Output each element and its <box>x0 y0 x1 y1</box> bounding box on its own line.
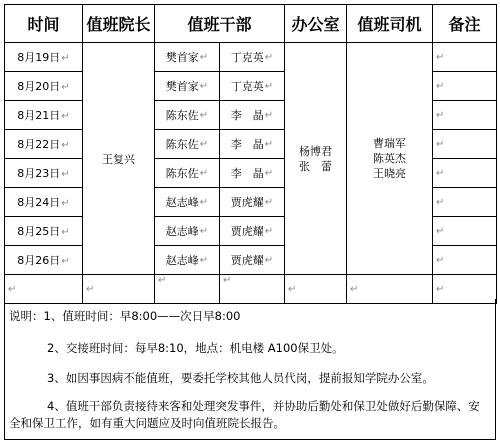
paragraph-mark-icon: ↵ <box>264 196 274 208</box>
cadre-name: 樊首家 <box>165 80 199 93</box>
cadre-cell <box>155 43 285 72</box>
paragraph-mark-icon: ↵ <box>61 82 70 93</box>
header-cadres: 值班干部 <box>155 5 285 43</box>
office-cell <box>285 43 347 275</box>
paragraph-mark-icon: ↵ <box>86 283 95 295</box>
cadre-cell <box>155 188 285 217</box>
remarks-cell <box>433 72 497 101</box>
header-president: 值班院长 <box>83 5 155 43</box>
president-cell <box>83 43 155 275</box>
paragraph-mark-icon: ↵ <box>61 227 70 238</box>
remarks-cell <box>433 159 497 188</box>
paragraph-mark-icon: ↵ <box>436 283 445 295</box>
notes-section <box>4 299 496 440</box>
date-cell <box>5 72 83 101</box>
header-time: 时间 <box>5 5 83 43</box>
paragraph-mark-icon: ↵ <box>436 225 445 237</box>
paragraph-mark-icon: ↵ <box>199 167 209 179</box>
paragraph-mark-icon: ↵ <box>199 196 209 208</box>
paragraph-mark-icon: ↵ <box>436 51 445 63</box>
cadre-name: 贾虎耀 <box>230 225 264 238</box>
cadre-name: 丁克英 <box>230 51 264 64</box>
paragraph-mark-icon: ↵ <box>288 283 297 295</box>
paragraph-mark-icon: ↵ <box>264 138 274 150</box>
paragraph-mark-icon: ↵ <box>350 283 359 295</box>
paragraph-mark-icon: ↵ <box>264 225 274 237</box>
date-text: 8月19日 <box>17 51 61 64</box>
cadre-cell <box>155 159 285 188</box>
remarks-cell <box>433 188 497 217</box>
date-cell <box>5 217 83 246</box>
president-name: 王复兴 <box>102 152 135 166</box>
remarks-cell <box>433 217 497 246</box>
date-text: 8月25日 <box>17 225 61 238</box>
cadre-name: 贾虎耀 <box>230 254 264 267</box>
header-row <box>5 5 497 43</box>
remarks-cell <box>433 43 497 72</box>
date-text: 8月23日 <box>17 167 61 180</box>
remarks-cell <box>433 130 497 159</box>
date-text: 8月21日 <box>17 109 61 122</box>
cadre-cell <box>155 72 285 101</box>
cadre-name: 李 晶 <box>230 138 264 151</box>
cadre-name: 贾虎耀 <box>230 196 264 209</box>
paragraph-mark-icon: ↵ <box>158 275 167 286</box>
date-cell <box>5 188 83 217</box>
driver-name: 王晓亮 <box>373 167 406 180</box>
cadre-name: 丁克英 <box>230 80 264 93</box>
cadre-name: 李 晶 <box>230 167 264 180</box>
paragraph-mark-icon: ↵ <box>436 167 445 179</box>
paragraph-mark-icon: ↵ <box>199 138 209 150</box>
paragraph-mark-icon: ↵ <box>199 51 209 63</box>
date-cell <box>5 130 83 159</box>
cadre-name: 樊首家 <box>165 51 199 64</box>
cadre-cell <box>155 246 285 275</box>
header-remarks: 备注 <box>433 5 497 43</box>
cadre-cell <box>155 217 285 246</box>
cadre-name: 陈东佐 <box>165 109 199 122</box>
date-text: 8月24日 <box>17 196 61 209</box>
note-3: 3、如因事因病不能值班，要委托学校其他人员代岗，提前报知学院办公室。 <box>47 371 434 385</box>
table-row <box>5 43 497 72</box>
cadre-name: 赵志峰 <box>165 225 199 238</box>
driver-cell <box>347 43 433 275</box>
paragraph-mark-icon: ↵ <box>436 80 445 92</box>
remarks-cell <box>433 246 497 275</box>
header-driver: 值班司机 <box>347 5 433 43</box>
paragraph-mark-icon: ↵ <box>199 225 209 237</box>
paragraph-mark-icon: ↵ <box>199 109 209 121</box>
office-name: 杨博君 <box>299 144 332 158</box>
office-name: 张 蕾 <box>299 159 332 173</box>
cadre-name: 陈东佐 <box>165 167 199 180</box>
date-cell <box>5 159 83 188</box>
cadre-cell <box>155 130 285 159</box>
paragraph-mark-icon: ↵ <box>223 275 232 286</box>
paragraph-mark-icon: ↵ <box>436 138 445 150</box>
paragraph-mark-icon: ↵ <box>8 283 17 295</box>
duty-schedule-table <box>4 4 497 304</box>
paragraph-mark-icon: ↵ <box>264 80 274 92</box>
driver-name: 曹瑞军 <box>373 137 406 150</box>
note-1: 说明：1、值班时间：早8:00——次日早8:00 <box>9 309 241 323</box>
cadre-name: 赵志峰 <box>165 196 199 209</box>
paragraph-mark-icon: ↵ <box>61 111 70 122</box>
paragraph-mark-icon: ↵ <box>264 167 274 179</box>
date-text: 8月20日 <box>17 80 61 93</box>
paragraph-mark-icon: ↵ <box>61 53 70 64</box>
note-2: 2、交接班时间：每早8:10，地点：机电楼 A100保卫处。 <box>47 341 344 355</box>
paragraph-mark-icon: ↵ <box>436 196 445 208</box>
date-cell <box>5 246 83 275</box>
cadre-name: 李 晶 <box>230 109 264 122</box>
paragraph-mark-icon: ↵ <box>61 256 70 267</box>
paragraph-mark-icon: ↵ <box>264 109 274 121</box>
paragraph-mark-icon: ↵ <box>436 254 445 266</box>
paragraph-mark-icon: ↵ <box>61 198 70 209</box>
date-cell <box>5 43 83 72</box>
date-cell <box>5 101 83 130</box>
paragraph-mark-icon: ↵ <box>436 109 445 121</box>
cadre-name: 陈东佐 <box>165 138 199 151</box>
driver-name: 陈英杰 <box>373 152 406 165</box>
paragraph-mark-icon: ↵ <box>61 140 70 151</box>
remarks-cell <box>433 101 497 130</box>
note-4: 4、值班干部负责接待来客和处理突发事件，并协助后勤处和保卫处做好后勤保障、安全和保卫工作，如有重大问题应及时向值班院长报告。 <box>9 399 480 430</box>
header-office: 办公室 <box>285 5 347 43</box>
date-text: 8月22日 <box>17 138 61 151</box>
paragraph-mark-icon: ↵ <box>264 254 274 266</box>
paragraph-mark-icon: ↵ <box>199 80 209 92</box>
paragraph-mark-icon: ↵ <box>264 51 274 63</box>
paragraph-mark-icon: ↵ <box>199 254 209 266</box>
paragraph-mark-icon: ↵ <box>61 169 70 180</box>
cadre-cell <box>155 101 285 130</box>
date-text: 8月26日 <box>17 254 61 267</box>
cadre-name: 赵志峰 <box>165 254 199 267</box>
